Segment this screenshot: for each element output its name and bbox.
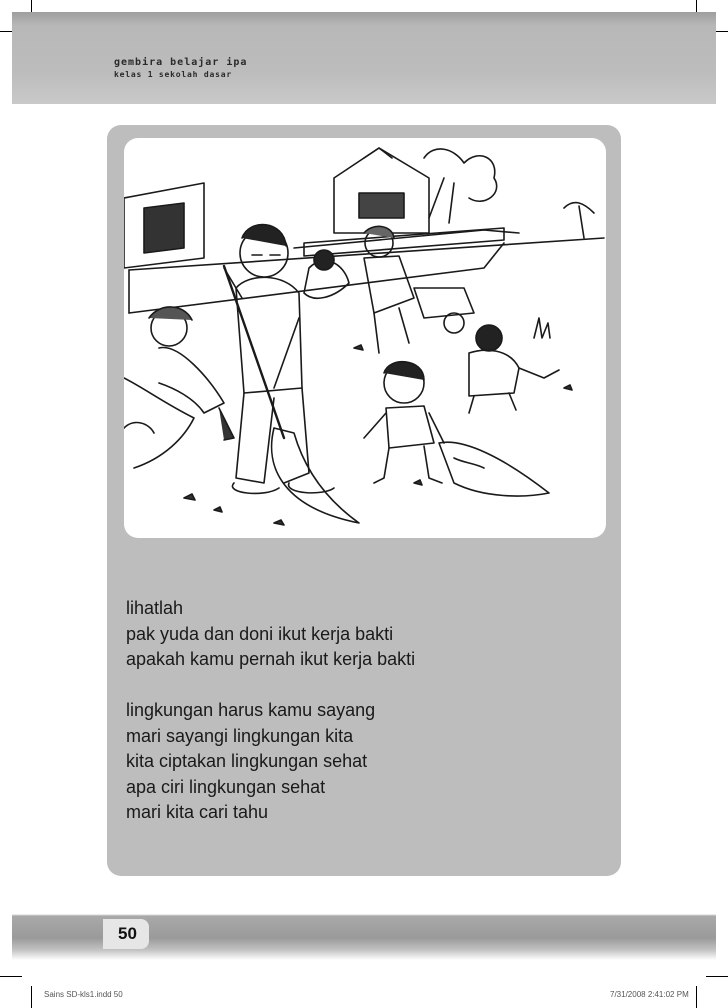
slug-timestamp: 7/31/2008 2:41:02 PM [610,990,689,999]
slug-file-name: Sains SD-kls1.indd 50 [44,990,123,999]
series-title: gembira belajar ipa [114,57,248,68]
crop-mark-bottom-left-v [31,986,32,1008]
poem-line: pak yuda dan doni ikut kerja bakti [126,623,394,644]
poem-line: kita ciptakan lingkungan sehat [126,751,368,771]
series-subtitle: kelas 1 sekolah dasar [114,70,232,79]
poem-line: apakah kamu pernah ikut kerja bakti [126,649,416,669]
crop-mark-bottom-right-h [706,976,728,977]
poem-line: mari sayangi lingkungan kita [126,725,354,746]
poem-line: apa ciri lingkungan sehat [126,776,326,797]
poem-text [126,596,596,826]
poem-line: mari kita cari tahu [126,802,269,822]
poem-line: lihatlah [126,598,184,618]
page-number: 50 [118,924,137,943]
poem-line: lingkungan harus kamu sayang [126,700,376,720]
crop-mark-bottom-left-h [0,976,22,977]
community-cleanup-illustration [124,138,606,538]
stanza-gap [126,673,596,699]
crop-mark-bottom-right-v [696,986,697,1008]
